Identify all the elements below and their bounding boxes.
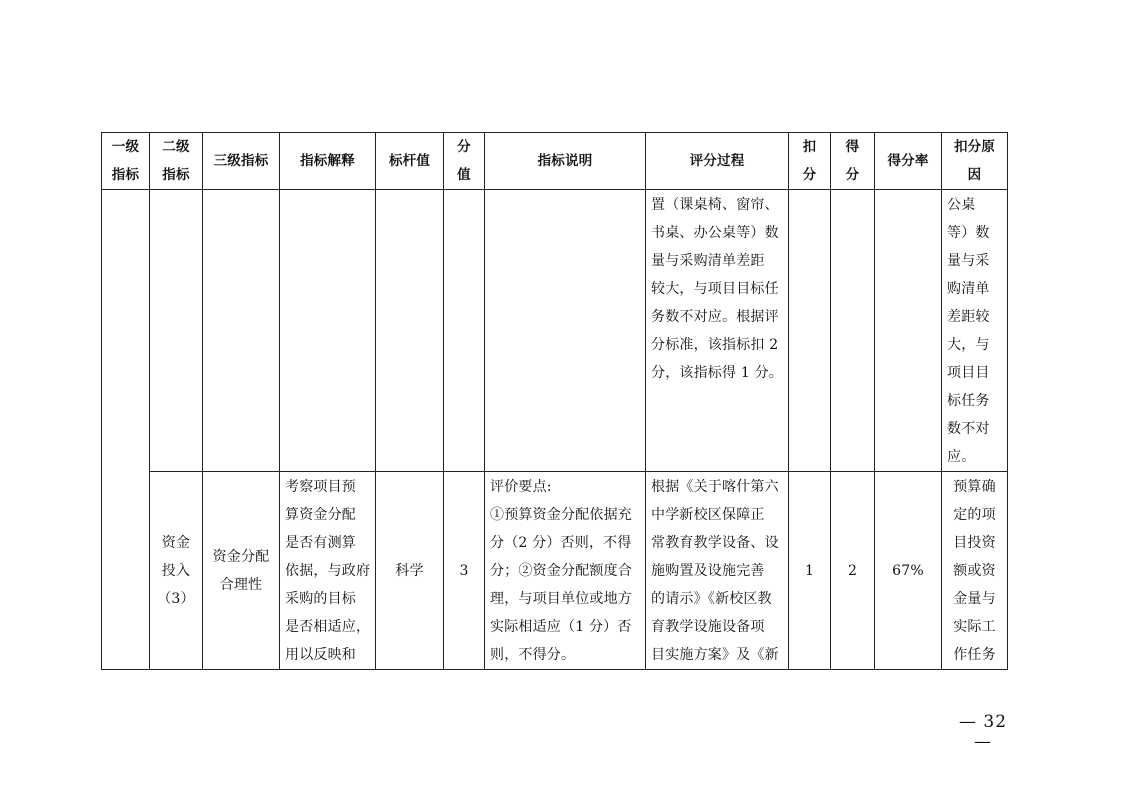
table-row bbox=[102, 472, 1008, 670]
header-deduction: 扣 分 bbox=[789, 133, 831, 190]
header-description: 指标说明 bbox=[485, 133, 646, 190]
cell-explanation-text: 考察项目预 算资金分配 是否有测算 依据，与政府 采购的目标 是否相适应， 用以反映和 bbox=[285, 479, 371, 663]
cell-level1 bbox=[102, 190, 150, 670]
table-row bbox=[102, 190, 1008, 472]
cell-score-text: 2 bbox=[847, 562, 858, 579]
cell-reason-text: 预算确 定的项 目投资 额或资 金量与 实际工 作任务 bbox=[953, 479, 996, 663]
header-level1: 一级 指标 bbox=[102, 133, 150, 190]
cell-level3-text: 资金分配 合理性 bbox=[212, 548, 270, 593]
cell-rate-text: 67% bbox=[892, 562, 924, 579]
cell-level2 bbox=[150, 472, 203, 670]
header-reason: 扣分原 因 bbox=[942, 133, 1008, 190]
cell-reason bbox=[942, 472, 1008, 670]
header-benchmark: 标杆值 bbox=[376, 133, 444, 190]
cell-benchmark bbox=[376, 190, 444, 472]
cell-process-text: 置（课桌椅、窗帘、 书桌、办公桌等）数 量与采购清单差距 较大，与项目目标任 务数不对应。根据评 分标准，该指标扣 2 分，该指标得 1 分。 bbox=[651, 197, 784, 381]
header-rate: 得分率 bbox=[875, 133, 942, 190]
cell-score bbox=[831, 190, 875, 472]
cell-reason bbox=[942, 190, 1008, 472]
cell-rate bbox=[875, 190, 942, 472]
header-score: 得 分 bbox=[831, 133, 875, 190]
page-number: — 32 — bbox=[958, 712, 1008, 752]
cell-score-value bbox=[444, 472, 485, 670]
cell-description bbox=[485, 472, 646, 670]
header-level3: 三级指标 bbox=[203, 133, 280, 190]
cell-explanation bbox=[280, 472, 376, 670]
cell-description bbox=[485, 190, 646, 472]
header-explanation: 指标解释 bbox=[280, 133, 376, 190]
cell-score bbox=[831, 472, 875, 670]
cell-score-value-text: 3 bbox=[459, 562, 469, 579]
cell-process-text: 根据《关于喀什第六 中学新校区保障正 常教育教学设备、设 施购置及设施完善 的请示》《新校区教 育教学设施设备项 目实施方案》及《新 bbox=[651, 479, 779, 663]
cell-reason-text: 公桌 等）数 量与采 购清单 差距较 大，与 项目目 标任务 数不对 应。 bbox=[947, 197, 990, 465]
table-header-row bbox=[102, 133, 1008, 190]
cell-explanation bbox=[280, 190, 376, 472]
cell-deduction bbox=[789, 190, 831, 472]
header-score-value: 分 值 bbox=[444, 133, 485, 190]
cell-description-text: 评价要点: ①预算资金分配依据充 分（2 分）否则，不得 分；②资金分配额度合 理，与项目单位或地方 实际相适应（1 分）否 则，不得分。 bbox=[490, 479, 632, 663]
cell-process bbox=[646, 472, 789, 670]
cell-deduction bbox=[789, 472, 831, 670]
cell-level2-text: 资金 投入 （3） bbox=[157, 534, 195, 607]
cell-level2 bbox=[150, 190, 203, 472]
header-level2: 二级 指标 bbox=[150, 133, 203, 190]
cell-rate bbox=[875, 472, 942, 670]
cell-process bbox=[646, 190, 789, 472]
cell-level3 bbox=[203, 190, 280, 472]
cell-deduction-text: 1 bbox=[804, 562, 815, 579]
cell-benchmark bbox=[376, 472, 444, 670]
cell-benchmark-text: 科学 bbox=[395, 562, 424, 579]
cell-score-value bbox=[444, 190, 485, 472]
evaluation-table bbox=[101, 132, 1008, 670]
header-process: 评分过程 bbox=[646, 133, 789, 190]
cell-level3 bbox=[203, 472, 280, 670]
